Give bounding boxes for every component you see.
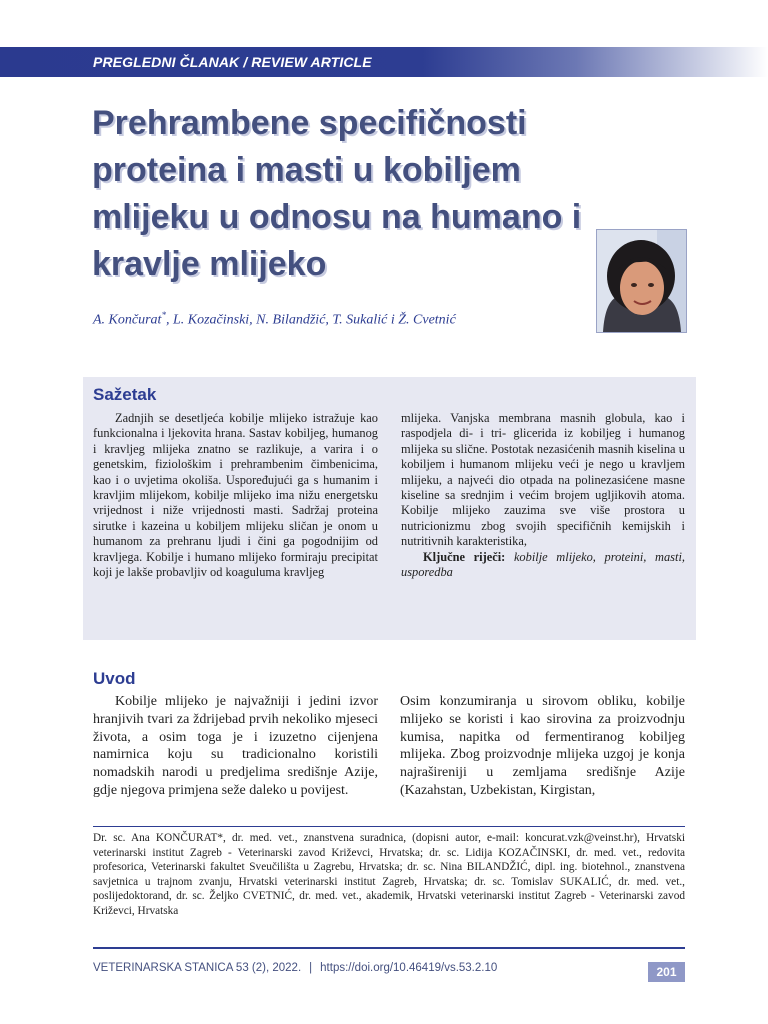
- abstract-heading: Sažetak: [93, 385, 157, 404]
- keywords-text: kobilje mlijeko, proteini, masti, usporedba: [401, 549, 685, 580]
- author-affiliations-footnote: Dr. sc. Ana KONČURAT*, dr. med. vet., znanstvena suradnica, (dopisni autor, e-mail: koncurat.vzk@veinst.hr), Hrvatski veterinarski institut Zagreb - Veterinarski zavod Križevci, Hrvatska; dr. sc. Lidija KOZAČINSKI, dr. med. vet., redovita profesorica, Veterinarski fakultet Sveučilišta u Zagrebu, Hrvatska; dr. sc. Nina BILANDŽIĆ, dipl. ing. biotehnol., znanstvena savjetnica u trajnom zvanju, Hrvatski veterinarski institut Zagreb, Hrvatska; dr. sc. Tomislav SUKALIĆ, dr. med. vet., poslijedoktorand, dr. sc. Željko CVETNIĆ, dr. med. vet., akademik, Hrvatski veterinarski institut Zagreb - Veterinarski zavod Križevci, Hrvatska: [93, 832, 685, 917]
- corresponding-author-mark: *: [161, 310, 166, 320]
- introduction-column-left: [93, 693, 378, 800]
- footer-divider: [93, 947, 685, 949]
- introduction-text-left: Kobilje mlijeko je najvažniji i jedini izvor hranjivih tvari za ždrijebad prvih nekoliko mjeseci života, a osim toga je i izuzetno cijenjena namirnica koju su tradicionalno koristili nomadskih narodi u predjelima središnje Azije, gdje njegova primjena seže daleko u povijest.: [93, 694, 378, 798]
- article-type-label: PREGLEDNI ČLANAK / REVIEW ARTICLE: [93, 54, 372, 70]
- page-number: 201: [648, 962, 685, 982]
- keywords: [401, 550, 685, 581]
- abstract-text-right: mlijeka. Vanjska membrana masnih globula, kao i raspodjela di- i tri- glicerida iz kobiljeg i humanog mlijeka su slične. Postotak nezasićenih masnih kiselina u kobiljem i humanom mlijeku veći je nego u kravljem mlijeku, a najveći dio otpada na polinezasićene masne kiseline sa srednjim i većim brojem ugljikovih atoma. Kobilje mlijeko zauzima sve više prostora u nutricionizmu zbog svojih specifičnih kemijskih i nutritivnih karakteristika,: [401, 411, 685, 549]
- footer-citation: [93, 962, 497, 974]
- journal-citation: VETERINARSKA STANICA 53 (2), 2022.: [93, 962, 302, 974]
- author-list: A. Končurat*, L. Kozačinski, N. Bilandžić, T. Sukalić i Ž. Cvetnić: [93, 310, 456, 328]
- introduction-heading: Uvod: [93, 669, 136, 688]
- abstract-column-left: [93, 411, 378, 580]
- author-photo: [596, 229, 687, 333]
- introduction-text-right: Osim konzumiranja u sirovom obliku, kobilje mlijeko se koristi i kao sirovina za proizvodnju kumisa, napitka od fermentiranog kobiljeg mlijeka. Zbog proizvodnje mlijeka uzgoj je konja najrašireniji u zemljama središnje Azije (Kazahstan, Uzbekistan, Kirgistan,: [400, 694, 685, 798]
- introduction-column-right: [400, 693, 685, 800]
- keywords-label: Ključne riječi:: [423, 549, 506, 564]
- author-portrait-image: [597, 230, 686, 332]
- doi-link[interactable]: https://doi.org/10.46419/vs.53.2.10: [320, 962, 498, 974]
- footnote-divider: [93, 826, 685, 827]
- abstract-column-right: [401, 411, 685, 580]
- abstract-text-left: Zadnjih se desetljeća kobilje mlijeko istražuje kao funkcionalna i ljekovita hrana. Sastav kobiljeg, humanog i kravljeg mlijeka znatno se razlikuje, a varira i o genetskim, fiziološkim i prehrambenim čimbenicima, kao i o uvjetima okoliša. Uspoređujući ga s humanim i kravljim mlijekom, kobilje mlijeko ima nižu energetsku vrijednost i niže vrijednosti masti. Sadržaj proteina sirutke i kazeina u kobiljem mlijeku sličan je onom u humanom za prehranu ljudi i čini ga pogodnijim od kravljega. Kobilje i humano mlijeko formiraju precipitat koji je lakše probavljiv od koaguluma kravljeg: [93, 411, 378, 580]
- footer-separator: |: [309, 962, 313, 974]
- article-title: Prehrambene specifičnosti proteina i masti u kobiljem mlijeku u odnosu na humano i kravlje mlijeko: [92, 104, 582, 283]
